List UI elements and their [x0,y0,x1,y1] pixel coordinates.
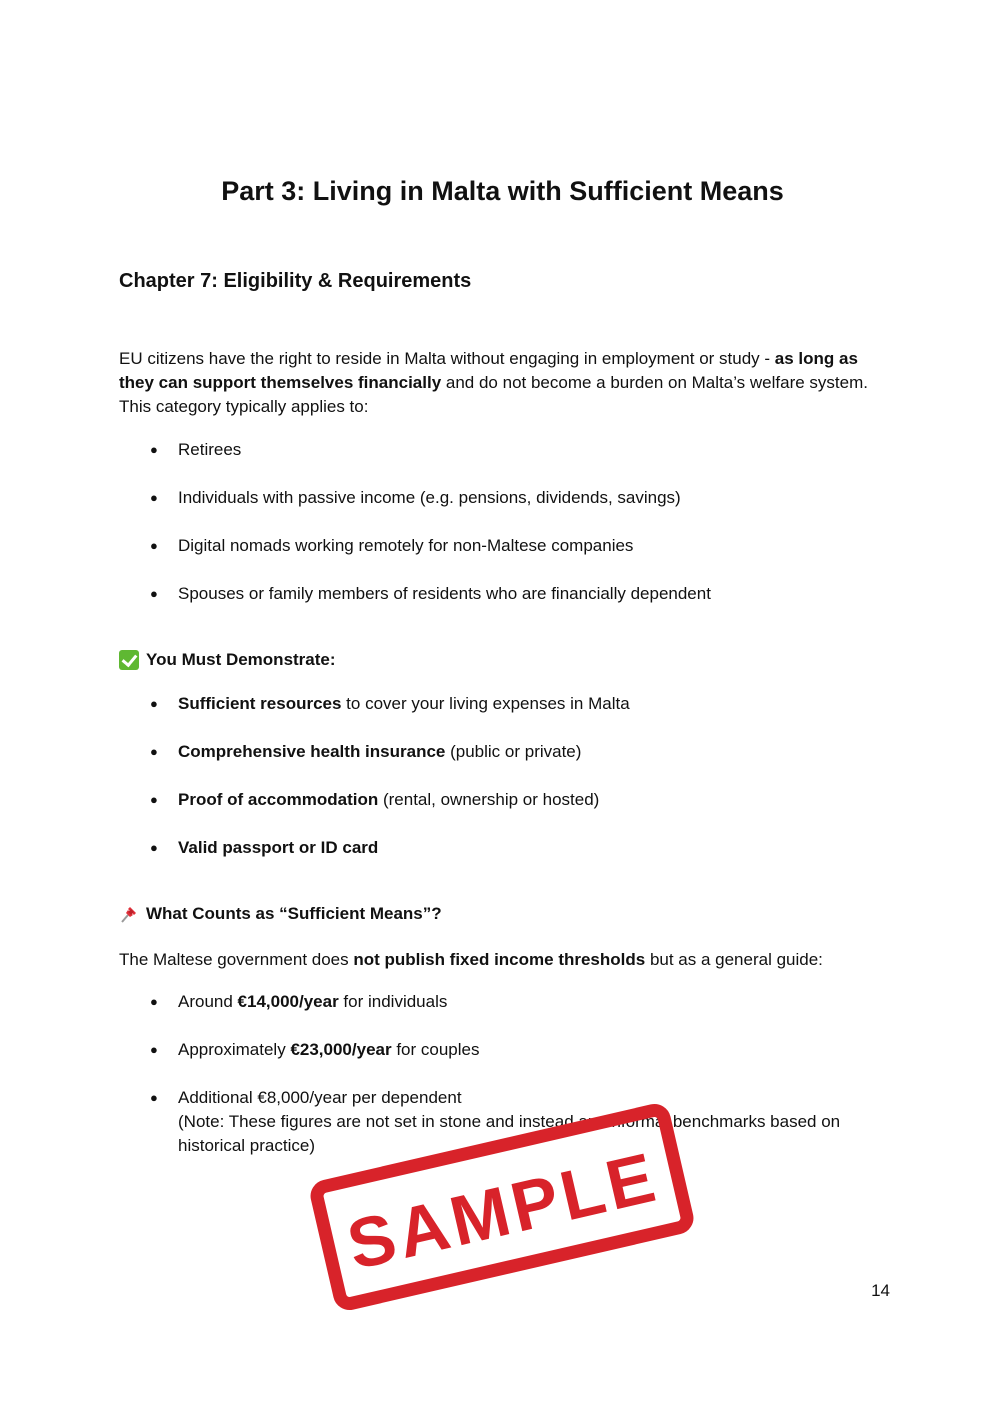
bullet-icon: ● [150,994,158,1009]
page-number: 14 [871,1281,890,1300]
bullet-icon: ● [150,442,158,457]
list-item: ● Proof of accommodation (rental, ownership or hosted) [119,788,899,812]
list-item: ● Approximately €23,000/year for couples [119,1038,899,1062]
intro-paragraph: EU citizens have the right to reside in Malta without engaging in employment or study - as long as they can support themselves financially and do not become a burden on Malta’s welfare system. This category typically applies to: [119,349,868,416]
bullet-icon: ● [150,840,158,855]
applies-to-list [119,438,899,630]
list-item: ● Individuals with passive income (e.g. pensions, dividends, savings) [119,486,899,510]
list-item: ● Additional €8,000/year per dependent (Note: These figures are not set in stone and instead are informal benchmarks based on historical practice) [150,1088,841,1155]
list-item: ● Valid passport or ID card [119,836,899,860]
pushpin-icon [119,904,139,924]
chapter-title: Chapter 7: Eligibility & Requirements [119,270,472,292]
bullet-icon: ● [150,1042,158,1057]
sufficient-means-heading: What Counts as “Sufficient Means”? [119,904,442,924]
check-mark-icon [119,650,139,670]
must-demonstrate-list [119,692,899,884]
list-item: ● Spouses or family members of residents who are financially dependent [119,582,899,606]
must-demonstrate-heading: You Must Demonstrate: [119,650,336,670]
sufficient-means-intro: The Maltese government does not publish fixed income thresholds but as a general guide: [119,950,823,969]
list-item: ● Digital nomads working remotely for non-Maltese companies [119,534,899,558]
bullet-icon: ● [150,1090,158,1105]
bullet-icon: ● [150,490,158,505]
sample-stamp [302,1102,702,1312]
note-text: (Note: These figures are not set in stone and instead are informal benchmarks based on historical practice) [178,1112,841,1155]
list-item: ● Sufficient resources to cover your living expenses in Malta [119,692,899,716]
bullet-icon: ● [150,586,158,601]
list-item: ● Retirees [119,438,899,462]
list-item: ● Comprehensive health insurance (public or private) [119,740,899,764]
page-title: Part 3: Living in Malta with Sufficient Means [221,176,784,206]
stamp-text: SAMPLE [340,1137,666,1285]
list-item: ● Around €14,000/year for individuals [119,990,899,1014]
bullet-icon: ● [150,538,158,553]
intro-emphasis: as long as they can support themselves financially [119,349,858,392]
bullet-icon: ● [150,744,158,759]
bullet-icon: ● [150,696,158,711]
bullet-icon: ● [150,792,158,807]
